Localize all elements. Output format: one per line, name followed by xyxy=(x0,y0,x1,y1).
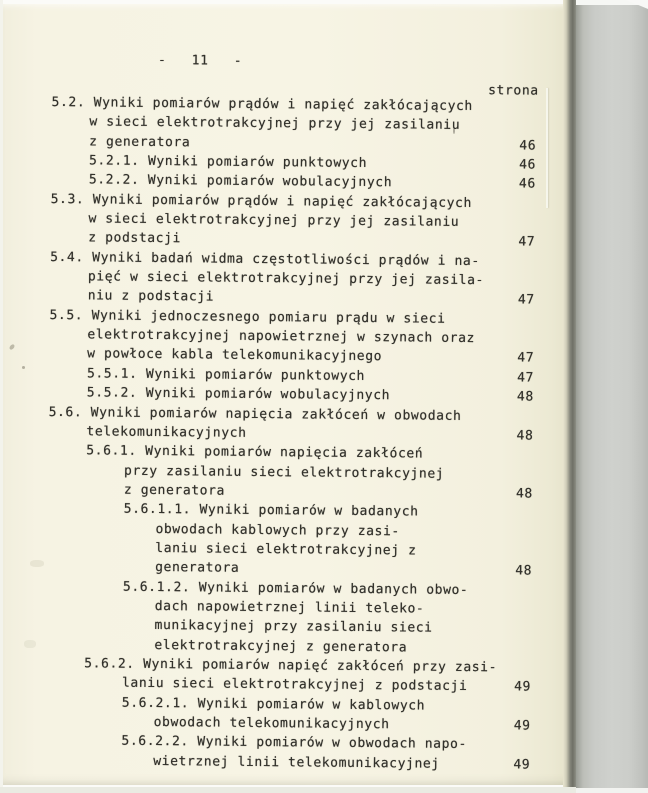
toc-line-continuation: obwodach telekomunikacyjnych xyxy=(153,714,390,733)
toc-page-number: 48 xyxy=(516,428,534,444)
toc-page-number: 46 xyxy=(519,138,537,154)
toc-page-number: 48 xyxy=(516,389,534,405)
toc xyxy=(0,92,566,774)
toc-entry-number: 5.6.1.1. xyxy=(123,501,192,518)
toc-line-continuation: telekomunikacyjnych xyxy=(86,424,247,441)
toc-entry-number: 5.6.1.2. xyxy=(122,579,191,595)
toc-entry-number: 5.2.2. xyxy=(88,172,140,189)
toc-line-continuation: niu z podstacji xyxy=(87,288,215,305)
toc-line-continuation: elektrotrakcyjnej napowietrznej w szynach oraz xyxy=(87,327,476,347)
toc-line-continuation: przy zasilaniu sieci elektrotrakcyjnej xyxy=(123,463,445,482)
toc-line-continuation: laniu sieci elektrotrakcyjnej z podstacji xyxy=(121,675,468,695)
toc-line-continuation: z generatora xyxy=(89,134,191,150)
toc-entry-title: Wyniki pomiarów napięcia zakłóceń xyxy=(145,444,424,462)
toc-entry-title: Wyniki pomiarów prądów i napięć zakłócających xyxy=(93,95,473,115)
toc-line-continuation: munikacyjnej przy zasilaniu sieci xyxy=(154,618,433,636)
scanner-background-strip xyxy=(576,0,648,793)
toc-line-continuation: dach napowietrznej linii teleko- xyxy=(154,598,425,617)
toc-line-continuation: w sieci elektrotrakcyjnej przy jej zasilaniu xyxy=(88,211,460,230)
toc-entry-number: 5.4. xyxy=(50,249,84,266)
toc-entry-number: 5.6.2.2. xyxy=(121,734,189,750)
toc-entry-number: 5.2. xyxy=(51,94,86,111)
toc-entry-number: 5.6. xyxy=(48,404,83,420)
corner-notch xyxy=(626,0,648,9)
toc-entry-title: Wyniki jednoczesnego pomiaru prądu w sieci xyxy=(91,308,446,327)
toc-entry-title: Wyniki pomiarów w badanych obwo- xyxy=(198,579,469,598)
toc-page-number: 47 xyxy=(518,234,536,251)
toc-line-continuation: laniu sieci elektrotrakcyjnej z xyxy=(155,540,417,559)
page-number-heading: - 11 - xyxy=(157,52,243,69)
toc-line-continuation: z generatora xyxy=(123,482,226,499)
toc-page-number: 47 xyxy=(517,350,535,367)
toc-line-continuation: w sieci elektrotrakcyjnej przy jej zasilaniu xyxy=(89,114,461,134)
toc-page-number: 49 xyxy=(514,679,532,695)
toc-page-number: 49 xyxy=(513,757,531,773)
toc-entry-title: Wyniki pomiarów punktowych xyxy=(147,153,368,172)
toc-line-continuation: generatora xyxy=(155,560,240,577)
toc-entry-title: Wyniki pomiarów w obwodach napo- xyxy=(197,734,467,753)
toc-row xyxy=(0,750,559,775)
toc-entry-number: 5.5.2. xyxy=(86,385,138,401)
toc-page-number: 47 xyxy=(517,292,535,309)
toc-page-number: 47 xyxy=(517,370,535,386)
toc-entry-title: Wyniki pomiarów wobulacyjnych xyxy=(145,386,391,404)
toc-line-continuation: pięć w sieci elektrotrakcyjnej przy jej zasila- xyxy=(87,269,485,289)
scan-border-bottom-edge xyxy=(0,787,576,793)
toc-entry-title: Wyniki badań widma częstotliwości prądów i na- xyxy=(92,250,480,269)
toc-entry-number: 5.5. xyxy=(49,307,84,324)
toc-page-number: 49 xyxy=(513,718,531,734)
toc-line-continuation: z podstacji xyxy=(88,230,182,247)
toc-entry-number: 5.6.2. xyxy=(84,656,135,672)
toc-page-number: 46 xyxy=(519,157,537,173)
toc-line-continuation: obwodach kablowych przy zasi- xyxy=(155,521,400,539)
toc-page-number: 48 xyxy=(515,486,533,502)
toc-entry-number: 5.6.2.1. xyxy=(121,695,190,711)
toc-entry-number: 5.3. xyxy=(50,191,85,207)
toc-page-number: 46 xyxy=(518,176,536,192)
toc-line-continuation: w powłoce kabla telekomunikacyjnego xyxy=(87,346,383,365)
toc-page-number: 48 xyxy=(515,563,533,579)
toc-entry-title: Wyniki pomiarów w kablowych xyxy=(197,696,426,714)
toc-entry-title: Wyniki pomiarów prądów i napięć zakłócających xyxy=(92,192,473,211)
toc-entry-number: 5.6.1. xyxy=(86,443,137,459)
toc-entry-title: Wyniki pomiarów napięć zakłóceń przy zasi- xyxy=(143,656,498,676)
toc-entry-number: 5.5.1. xyxy=(86,366,138,382)
toc-entry-number: 5.2.1. xyxy=(88,153,140,169)
toc-entry-title: Wyniki pomiarów w badanych xyxy=(199,502,419,520)
toc-line-continuation: elektrotrakcyjnej z generatora xyxy=(154,637,408,656)
toc-line-continuation: wietrznej linii telekomunikacyjnej xyxy=(153,753,440,772)
toc-entry-title: Wyniki pomiarów napięcia zakłóceń w obwodach xyxy=(90,404,462,424)
toc-entry-title: Wyniki pomiarów punktowych xyxy=(145,366,366,384)
toc-entry-title: Wyniki pomiarów wobulacyjnych xyxy=(147,173,393,191)
scan-border-bottom xyxy=(576,788,648,793)
page-column-header: strona xyxy=(488,83,539,99)
